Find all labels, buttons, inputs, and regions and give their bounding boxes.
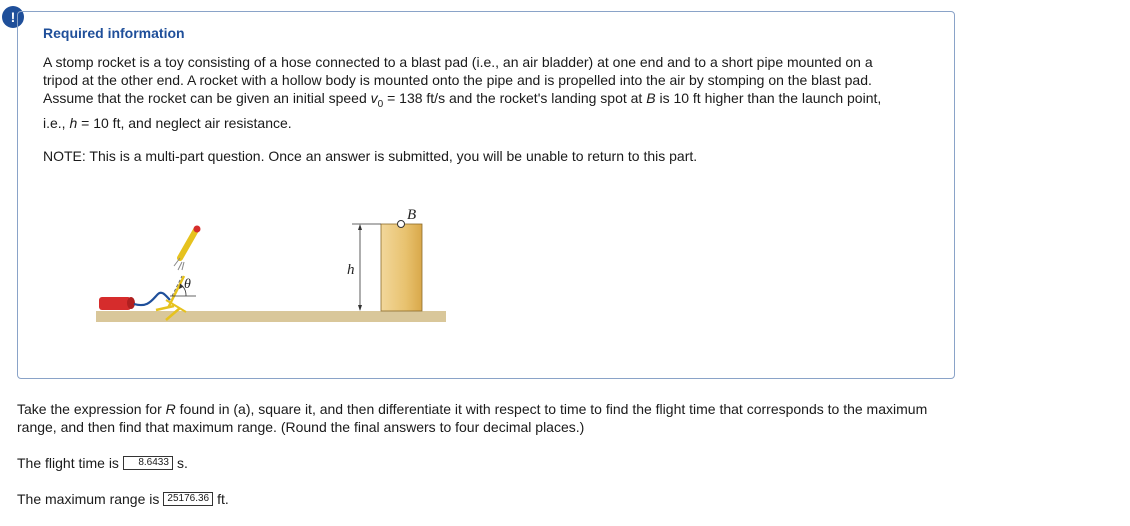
question-text-part-2: found in (a), square it, and then differentiate it with respect to time to find the flight time that corresponds to the maximum range, and then find that maximum range. (Round the final answers to four decimal places.) <box>17 401 928 435</box>
max-range-row <box>17 490 229 508</box>
h-arrow-top <box>358 224 362 230</box>
theta-label: θ <box>184 277 191 292</box>
r-symbol: R <box>165 401 176 417</box>
rocket-nose <box>194 226 201 233</box>
landing-block <box>381 224 422 311</box>
required-info-title: Required information <box>43 25 185 41</box>
blast-pad <box>99 297 131 310</box>
flight-time-label: The flight time is <box>17 455 119 471</box>
problem-text-part-1: A stomp rocket is a toy consisting of a hose connected to a blast pad (i.e., an air bladder) at one end and to a short pipe mounted on a tripod at the other end. A rocket with a hollow body is mounted onto the pipe and is propelled into the air by stomping on the blast pad. Assume that the rocket can be given an initial speed <box>43 54 873 106</box>
multi-part-note: NOTE: This is a multi-part question. Once an answer is submitted, you will be unable to return to this part. <box>43 148 698 164</box>
problem-text-part-4: = 10 ft, and neglect air resistance. <box>77 114 292 131</box>
rocket-body <box>180 230 196 258</box>
flight-time-unit: s. <box>176 455 188 471</box>
hose <box>134 293 170 305</box>
max-range-answer-field[interactable]: 25176.36 <box>163 492 213 506</box>
blast-pad-end <box>127 297 135 309</box>
problem-text-part-2: = 138 ft/s and the rocket's landing spot at <box>383 90 647 106</box>
tripod-leg-2 <box>156 306 174 310</box>
v-subscript: 0 <box>377 98 384 110</box>
ground <box>96 311 446 322</box>
flight-time-row <box>17 454 188 472</box>
problem-text-part-3: is 10 ft higher than the launch point, i.e., <box>43 90 882 131</box>
b-label: B <box>407 207 417 223</box>
question-text-part-1: Take the expression for <box>17 401 166 417</box>
rocket-fin-3 <box>182 262 184 270</box>
landing-point-b <box>398 221 405 228</box>
h-arrow-bottom <box>358 305 362 311</box>
h-symbol: h <box>69 114 78 131</box>
question-text <box>17 400 957 436</box>
max-range-label: The maximum range is <box>17 491 160 507</box>
problem-statement <box>43 53 893 132</box>
rocket-fin-2 <box>178 262 182 270</box>
flight-time-answer-field[interactable]: 8.6433 <box>123 456 173 470</box>
b-symbol: B <box>646 90 656 106</box>
stomp-rocket-figure <box>96 200 448 326</box>
alert-icon: ! <box>2 6 24 28</box>
max-range-unit: ft. <box>217 491 229 507</box>
rocket-fin-1 <box>174 258 180 266</box>
v-symbol: v <box>370 90 378 106</box>
h-label: h <box>347 262 355 278</box>
